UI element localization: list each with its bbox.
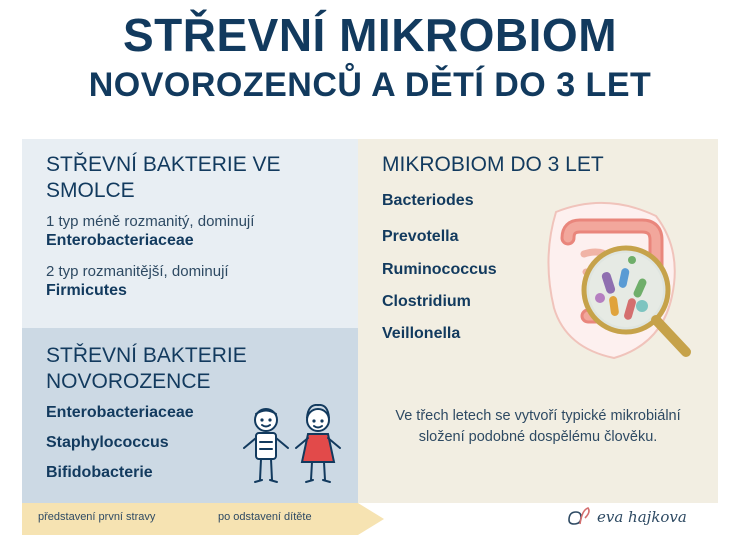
title-line-1: STŘEVNÍ MIKROBIOM	[122, 9, 618, 61]
gut-magnifier-illustration	[520, 186, 706, 372]
brand-logo	[566, 506, 687, 528]
meconium-type1-strain: Enterobacteriaceae	[46, 232, 194, 249]
timeline-arrow-icon	[358, 503, 384, 535]
page-title	[0, 9, 740, 105]
title-line-2: NOVOROZENCŮ A DĚTÍ DO 3 LET	[88, 66, 652, 104]
eh-monogram-icon	[566, 506, 592, 528]
microbiome-heading: MIKROBIOM DO 3 LET	[382, 153, 604, 176]
meconium-heading: STŘEVNÍ BAKTERIE VE SMOLCE	[46, 153, 281, 203]
timeline-label-left: představení první stravy	[38, 511, 156, 523]
microbiome-item: Clostridium	[382, 293, 471, 310]
meconium-type2-note: 2 typ rozmanitější, dominují	[46, 263, 229, 280]
meconium-type1-note: 1 typ méně rozmanitý, dominují	[46, 213, 255, 230]
microbiome-summary: Ve třech letech se vytvoří typické mikrobiální složení podobné dospělému člověku.	[395, 408, 681, 446]
microbiome-item: Veillonella	[382, 325, 461, 342]
brand-name: eva hajkova	[597, 508, 687, 526]
meconium-type2-strain: Firmicutes	[46, 282, 127, 299]
newborn-bacteria-item: Enterobacteriaceae	[46, 404, 194, 421]
children-illustration	[238, 404, 354, 496]
newborn-heading: STŘEVNÍ BAKTERIE NOVOROZENCE	[46, 344, 247, 394]
microbiome-item: Bacteriodes	[382, 192, 474, 209]
microbiome-item: Prevotella	[382, 228, 459, 245]
newborn-bacteria-item: Bifidobacterie	[46, 464, 153, 481]
timeline-label-right: po odstavení dítěte	[218, 511, 312, 523]
microbiome-item: Ruminococcus	[382, 261, 497, 278]
newborn-bacteria-item: Staphylococcus	[46, 434, 169, 451]
